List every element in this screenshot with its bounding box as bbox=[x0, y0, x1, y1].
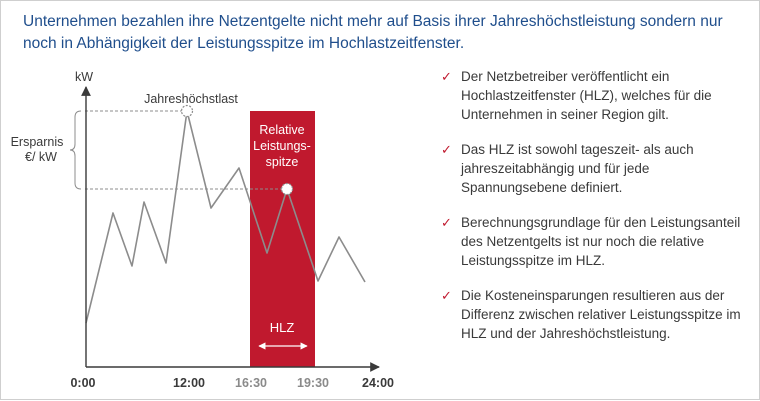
hlz-label: HLZ bbox=[269, 320, 295, 335]
checkmark-icon: ✓ bbox=[441, 215, 452, 230]
bullet-item bbox=[441, 67, 753, 124]
annual-peak-label: Jahreshöchstlast bbox=[144, 92, 238, 106]
bullet-text: Das HLZ ist sowohl tageszeit- als auch jahreszeitabhängig und für jede Spannungsebene definiert. bbox=[461, 142, 694, 195]
annual-peak-marker bbox=[182, 106, 193, 117]
savings-label-line1: Ersparnis bbox=[10, 135, 64, 149]
checkmark-icon: ✓ bbox=[441, 142, 452, 157]
bullet-text: Die Kosteneinsparungen resultieren aus der Differenz zwischen relativer Leistungsspitze im HLZ und der Jahreshöchstleistung. bbox=[461, 288, 741, 341]
window-label-line2: Leistungs- bbox=[253, 139, 311, 153]
checkmark-icon: ✓ bbox=[441, 69, 452, 84]
window-label-line3: spitze bbox=[265, 155, 299, 169]
load-profile-line bbox=[86, 111, 365, 323]
checkmark-icon: ✓ bbox=[441, 288, 452, 303]
window-peak-marker bbox=[282, 184, 293, 195]
x-tick-2400: 24:00 bbox=[362, 376, 394, 390]
bullet-text: Berechnungsgrundlage für den Leistungsanteil des Netzentgelts ist nur noch die relative Leistungsspitze im HLZ. bbox=[461, 215, 741, 268]
window-label-line1: Relative bbox=[259, 123, 305, 137]
x-tick-0000: 0:00 bbox=[70, 376, 96, 390]
y-axis-label: kW bbox=[75, 70, 94, 84]
bullet-item bbox=[441, 140, 753, 197]
bullet-item bbox=[441, 213, 753, 270]
bullet-text: Der Netzbetreiber veröffentlicht ein Hochlastzeitfenster (HLZ), welches für die Unternehmen in seiner Region gilt. bbox=[461, 69, 712, 122]
savings-label-line2: €/ kW bbox=[25, 150, 57, 164]
x-tick-1630: 16:30 bbox=[235, 376, 267, 390]
savings-brace bbox=[70, 111, 81, 189]
x-tick-1200: 12:00 bbox=[173, 376, 205, 390]
load-profile-diagram bbox=[1, 1, 431, 401]
headline: Unternehmen bezahlen ihre Netzentgelte nicht mehr auf Basis ihrer Jahreshöchstleistung sondern nur noch in Abhängigkeit der Leistungsspitze im Hochlastzeitfenster. bbox=[23, 13, 723, 52]
x-tick-1930: 19:30 bbox=[297, 376, 329, 390]
bullet-item bbox=[441, 286, 753, 343]
bullet-list bbox=[441, 67, 753, 359]
